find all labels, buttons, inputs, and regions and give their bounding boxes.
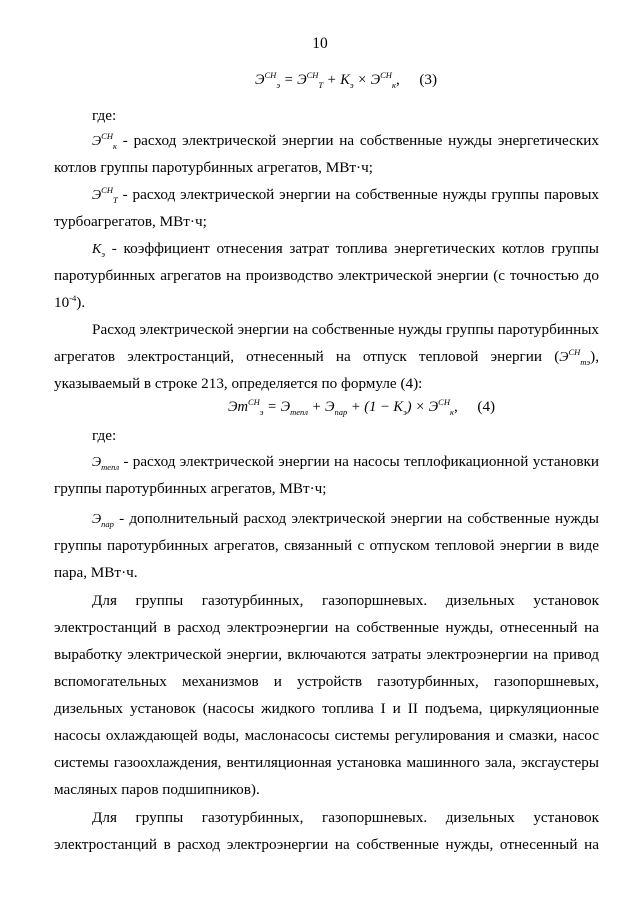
paragraph-1-line1: Расход электрической энергии на собственные нужды группы паротурбинных [92,321,599,338]
paragraph-3-line2: электростанций в расход электроэнергии на собственные нужды, отнесенный на [54,836,599,853]
definition-k-line1: $К_э$ - коэффициент отнесения затрат топлива энергетических котлов группы [92,240,599,260]
definition-eteple-line1: $Э_{тепл}$ - расход электрической энергии на насосы теплофикационной установки [92,453,599,473]
paragraph-3-line1: Для группы газотурбинных, газопоршневых. дизельных установок [92,809,599,826]
definition-ek-line2: котлов группы паротурбинных агрегатов, МВт·ч; [54,159,373,176]
definition-epar-line2: группы паротурбинных агрегатов, связанный с отпуском тепловой энергии в виде [54,537,599,554]
paragraph-2-line4: вспомогательных механизмов и устройств газотурбинных, газопоршневых, [54,673,599,690]
where-label-1: где: [92,107,117,124]
formula-3: $Э^{СН}_э = Э^{СН}_Т + К_э \times Э^{СН}_к$, (3) [255,70,438,90]
paragraph-2-line7: системы газоохлаждения, вентиляционная установка машинного зала, эксгаустеры [54,754,599,771]
formula-4-number: (4) [477,398,496,415]
definition-epar-line3: пара, МВт·ч. [54,564,138,581]
page-number: 10 [312,35,328,52]
definition-et-line1: $Э^{СН}_Т$ - расход электрической энергии на собственные нужды группы паровых [92,184,599,206]
definition-eteple-line2: группы паротурбинных агрегатов, МВт·ч; [54,480,327,497]
paragraph-2-line1: Для группы газотурбинных, газопоршневых. дизельных установок [92,592,599,609]
where-label-2: где: [92,427,117,444]
definition-k-line2: паротурбинных агрегатов на производство электрической энергии (с точностью до [54,267,599,284]
definition-epar-line1: $Э_{пар}$ - дополнительный расход электрической энергии на собственные нужды [92,510,599,530]
paragraph-2-line5: дизельных установок (насосы жидкого топлива I и II подъема, циркуляционные [54,700,599,717]
formula-3-number: (3) [419,71,438,88]
formula-4: $Эт^{СН}_э = Э_{тепл} + Э_{пар} + (1 - К_э) \times Э^{СН}_к$, (4) [228,397,496,417]
paragraph-2-line2: электростанций в расход электроэнергии на собственные нужды, отнесенный на [54,619,599,636]
paragraph-1-line3: указываемый в строке 213, определяется по формуле (4): [54,375,423,392]
paragraph-2-line8: масляных паров подшипников). [54,781,260,798]
paragraph-2-line6: насосы охлаждающей воды, маслонасосы системы регулирования и смазки, насос [54,727,599,744]
definition-et-line2: турбоагрегатов, МВт·ч; [54,213,207,230]
definition-k-line3: $10^{-4}$). [54,292,86,311]
paragraph-2-line3: выработку электрической энергии, включаются затраты электроэнергии на привод [54,646,599,663]
paragraph-1-line2: агрегатов электростанций, отнесенный на отпуск тепловой энергии $(Э^{СН}_{тэ})$, [54,346,599,368]
definition-ek-line1: $Э^{СН}_к$ - расход электрической энергии на собственные нужды энергетических [92,130,599,152]
